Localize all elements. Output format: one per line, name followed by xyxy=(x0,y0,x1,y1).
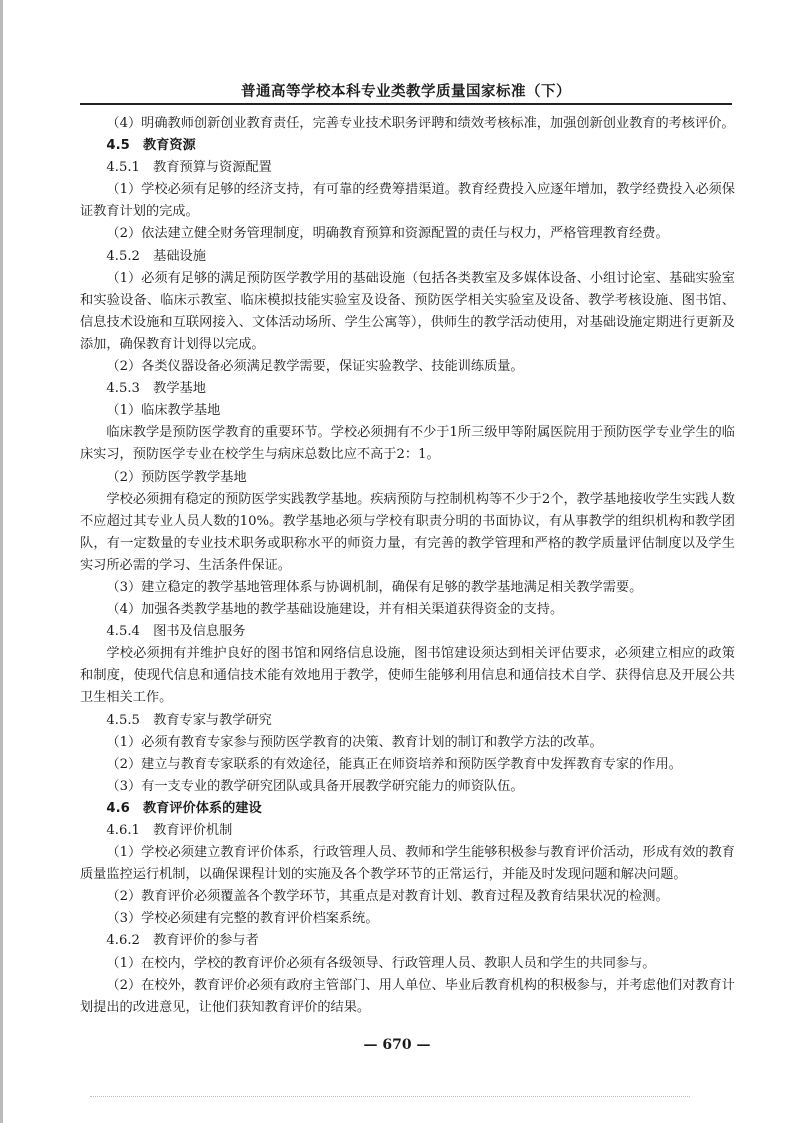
header-rule xyxy=(80,103,732,105)
subsection-heading: 4.6.1 教育评价机制 xyxy=(106,823,233,838)
paragraph: （2）预防医学教学基地 xyxy=(106,469,247,485)
paragraph: （2）建立与教育专家联系的有效途径，能真正在师资培养和预防医学教育中发挥教育专家的作用。 xyxy=(106,756,682,772)
paragraph: （3）学校必须建有完整的教育评价档案系统。 xyxy=(106,911,379,927)
paragraph: 学校必须拥有并维护良好的图书馆和网络信息设施，图书馆建设须达到相关评估要求，必须建立相应的政策和制度，使现代信息和通信技术能有效地用于教学，使师生能够利用信息和通信技术自学、获得信息及开展公共卫生相关工作。 xyxy=(80,646,735,706)
subsection-heading: 4.5.1 教育预算与资源配置 xyxy=(106,160,272,176)
paragraph: （3）建立稳定的教学基地管理体系与协调机制，确保有足够的教学基地满足相关教学需要。 xyxy=(106,579,643,595)
subsection-heading: 4.5.5 教育专家与教学研究 xyxy=(106,712,272,728)
paragraph: （4）加强各类教学基地的教学基础设施建设，并有相关渠道获得资金的支持。 xyxy=(106,602,564,618)
paragraph: （2）依法建立健全财务管理制度，明确教育预算和资源配置的责任与权力，严格管理教育经费。 xyxy=(106,226,669,242)
paragraph: （4）明确教师创新创业教育责任，完善专业技术职务评聘和绩效考核标准，加强创新创业教育的考核评价。 xyxy=(106,116,735,131)
paragraph: 学校必须拥有稳定的预防医学实践教学基地。疾病预防与控制机构等不少于2个，教学基地接收学生实践人数不应超过其专业人员人数的10%。教学基地必须与学校有职责分明的书面协议，有从事教学的组织机构和教学团队，有一定数量的专业技术职务或职称水平的师资力量，有完善的教学管理和严格的教学质量评估制度以及学生实习所必需的学习、生活条件保证。 xyxy=(80,491,735,573)
subsection-heading: 4.6.2 教育评价的参与者 xyxy=(106,933,259,949)
paragraph: （1）学校必须有足够的经济支持，有可靠的经费筹措渠道。教育经费投入应逐年增加，教学经费投入必须保证教育计划的完成。 xyxy=(80,182,735,220)
paragraph: （3）有一支专业的教学研究团队或具备开展教学研究能力的师资队伍。 xyxy=(106,778,524,794)
paragraph: （1）在校内，学校的教育评价必须有各级领导、行政管理人员、教职人员和学生的共同参与。 xyxy=(106,955,656,971)
subsection-heading: 4.5.3 教学基地 xyxy=(106,381,206,397)
paragraph: 临床教学是预防医学教育的重要环节。学校必须拥有不少于1所三级甲等附属医院用于预防医学专业学生的临床实习，预防医学专业在校学生与病床总数比应不高于2：1。 xyxy=(80,425,735,463)
section-heading: 4.5 教育资源 xyxy=(106,138,196,154)
subsection-heading: 4.5.4 图书及信息服务 xyxy=(106,624,246,640)
scan-edge xyxy=(0,0,3,1123)
page-header: 普通高等学校本科专业类教学质量国家标准（下） xyxy=(241,84,571,100)
paragraph: （1）必须有教育专家参与预防医学教育的决策、教育计划的制订和教学方法的改革。 xyxy=(106,734,603,750)
page-body xyxy=(80,113,735,1019)
page-number: — 670 — xyxy=(363,1037,431,1053)
paragraph: （2）教育评价必须覆盖各个教学环节，其重点是对教育计划、教育过程及教育结果状况的检测。 xyxy=(106,889,669,905)
paragraph: （1）临床教学基地 xyxy=(106,403,221,419)
paragraph: （2）各类仪器设备必须满足教学需要，保证实验教学、技能训练质量。 xyxy=(106,359,524,375)
subsection-heading: 4.5.2 基础设施 xyxy=(106,248,206,264)
paragraph: （2）在校外，教育评价必须有政府主管部门、用人单位、毕业后教育机构的积极参与，并考虑他们对教育计划提出的改进意见，让他们获知教育评价的结果。 xyxy=(80,977,735,1015)
section-heading: 4.6 教育评价体系的建设 xyxy=(106,800,262,816)
paragraph: （1）学校必须建立教育评价体系，行政管理人员、教师和学生能够积极参与教育评价活动，形成有效的教育质量监控运行机制，以确保课程计划的实施及各个教学环节的正常运行，并能及时发现问题和解决问题。 xyxy=(80,845,735,883)
scan-artifact-line xyxy=(90,1096,690,1097)
paragraph: （1）必须有足够的满足预防医学教学用的基础设施（包括各类教室及多媒体设备、小组讨论室、基础实验室和实验设备、临床示教室、临床模拟技能实验室及设备、预防医学相关实验室及设备、教学考核设施、图书馆、信息技术设施和互联网接入、文体活动场所、学生公寓等），供师生的教学活动使用，对基础设施定期进行更新及添加，确保教育计划得以完成。 xyxy=(80,270,735,352)
